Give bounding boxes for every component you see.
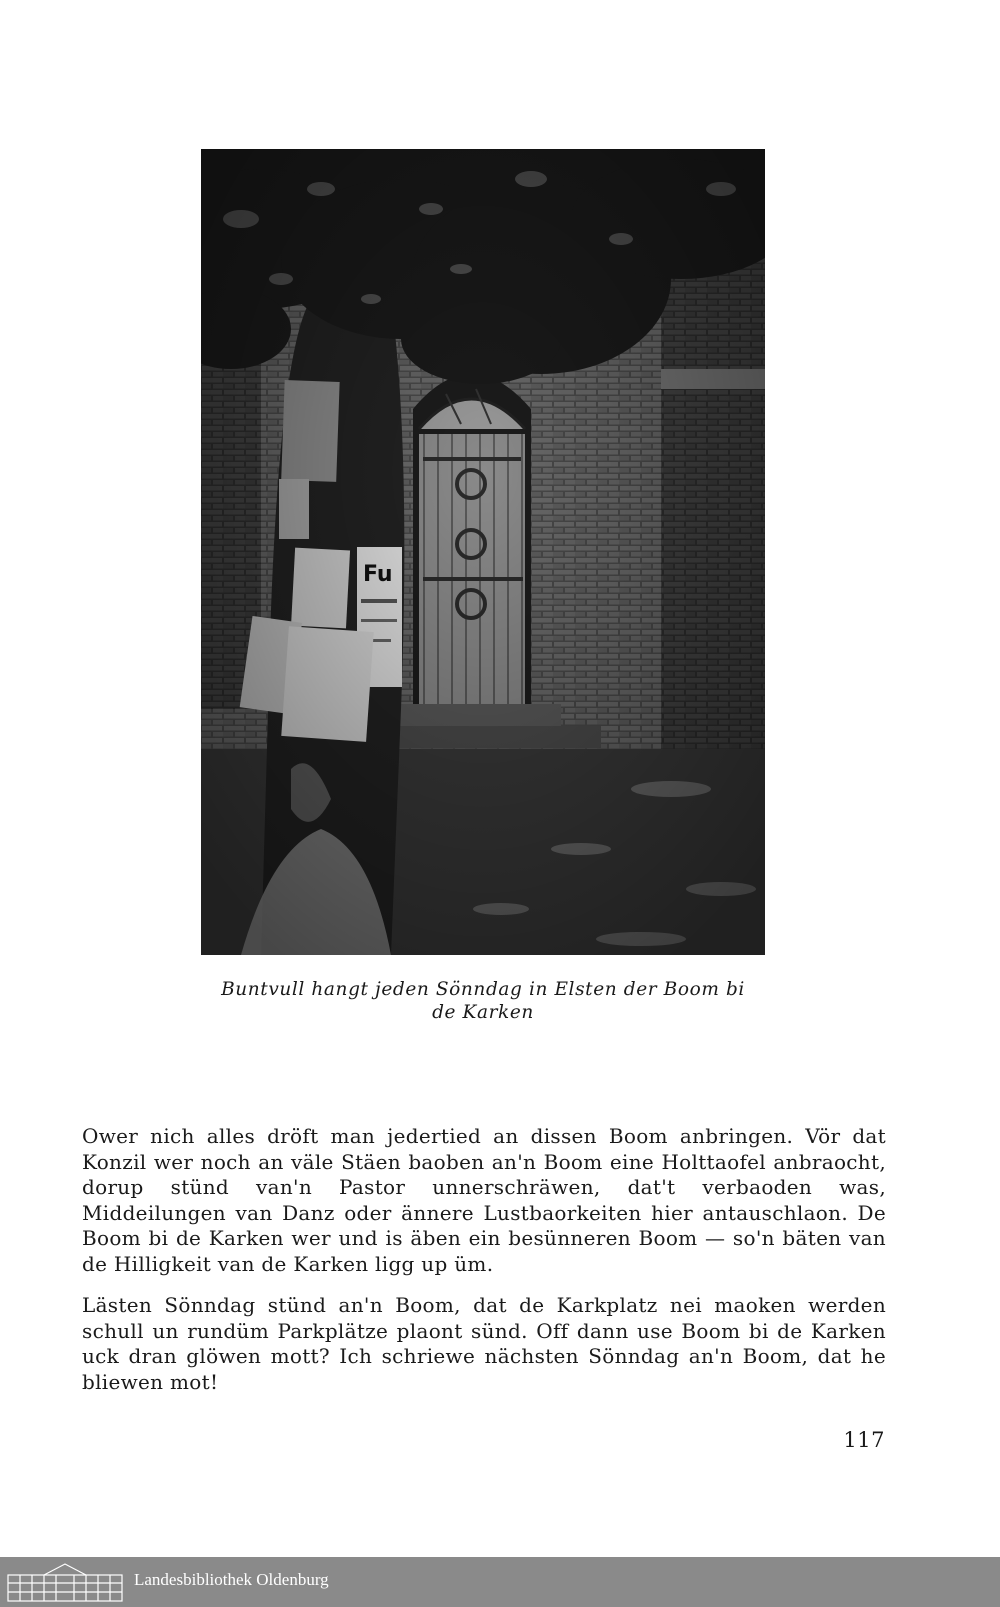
- paragraph-2: [82, 1293, 886, 1395]
- paragraph-1-text: Ower nich alles dröft man jedertied an dissen Boom anbringen. Vör dat Konzil wer noch an väle Stäen baoben an'n Boom eine Holttaofel anbraocht, dorup stünd van'n Pastor unnerschräwen, dat't verbaoden was, Middeilungen van Danz oder ännere Lustbaorkeiten hier antauschlaon. De Boom bi de Karken wer und is äben ein besünneren Boom — so'n bäten van de Hilligkeit van de Karken ligg up üm.: [82, 1124, 886, 1276]
- library-name: Landesbibliothek Oldenburg: [134, 1570, 329, 1589]
- page-number: 117: [843, 1428, 885, 1452]
- caption-line-1: Buntvull hangt jeden Sönndag in Elsten der Boom bi: [221, 979, 745, 1000]
- library-footer-bar: [0, 1557, 1000, 1607]
- paragraph-1: [82, 1124, 886, 1278]
- figure-caption: [201, 978, 765, 1024]
- caption-line-2: de Karken: [432, 1002, 534, 1023]
- church-door-photo: [201, 149, 765, 955]
- paragraph-2-text: Lästen Sönndag stünd an'n Boom, dat de Karkplatz nei maoken werden schull un rundüm Parkplätze plaont sünd. Off dann use Boom bi de Karken uck dran glöwen mott? Ich schriewe nächsten Sönndag an'n Boom, dat he bliewen mot!: [82, 1293, 886, 1394]
- library-building-logo-icon: [6, 1561, 124, 1603]
- church-door-tree-photo: [201, 149, 765, 955]
